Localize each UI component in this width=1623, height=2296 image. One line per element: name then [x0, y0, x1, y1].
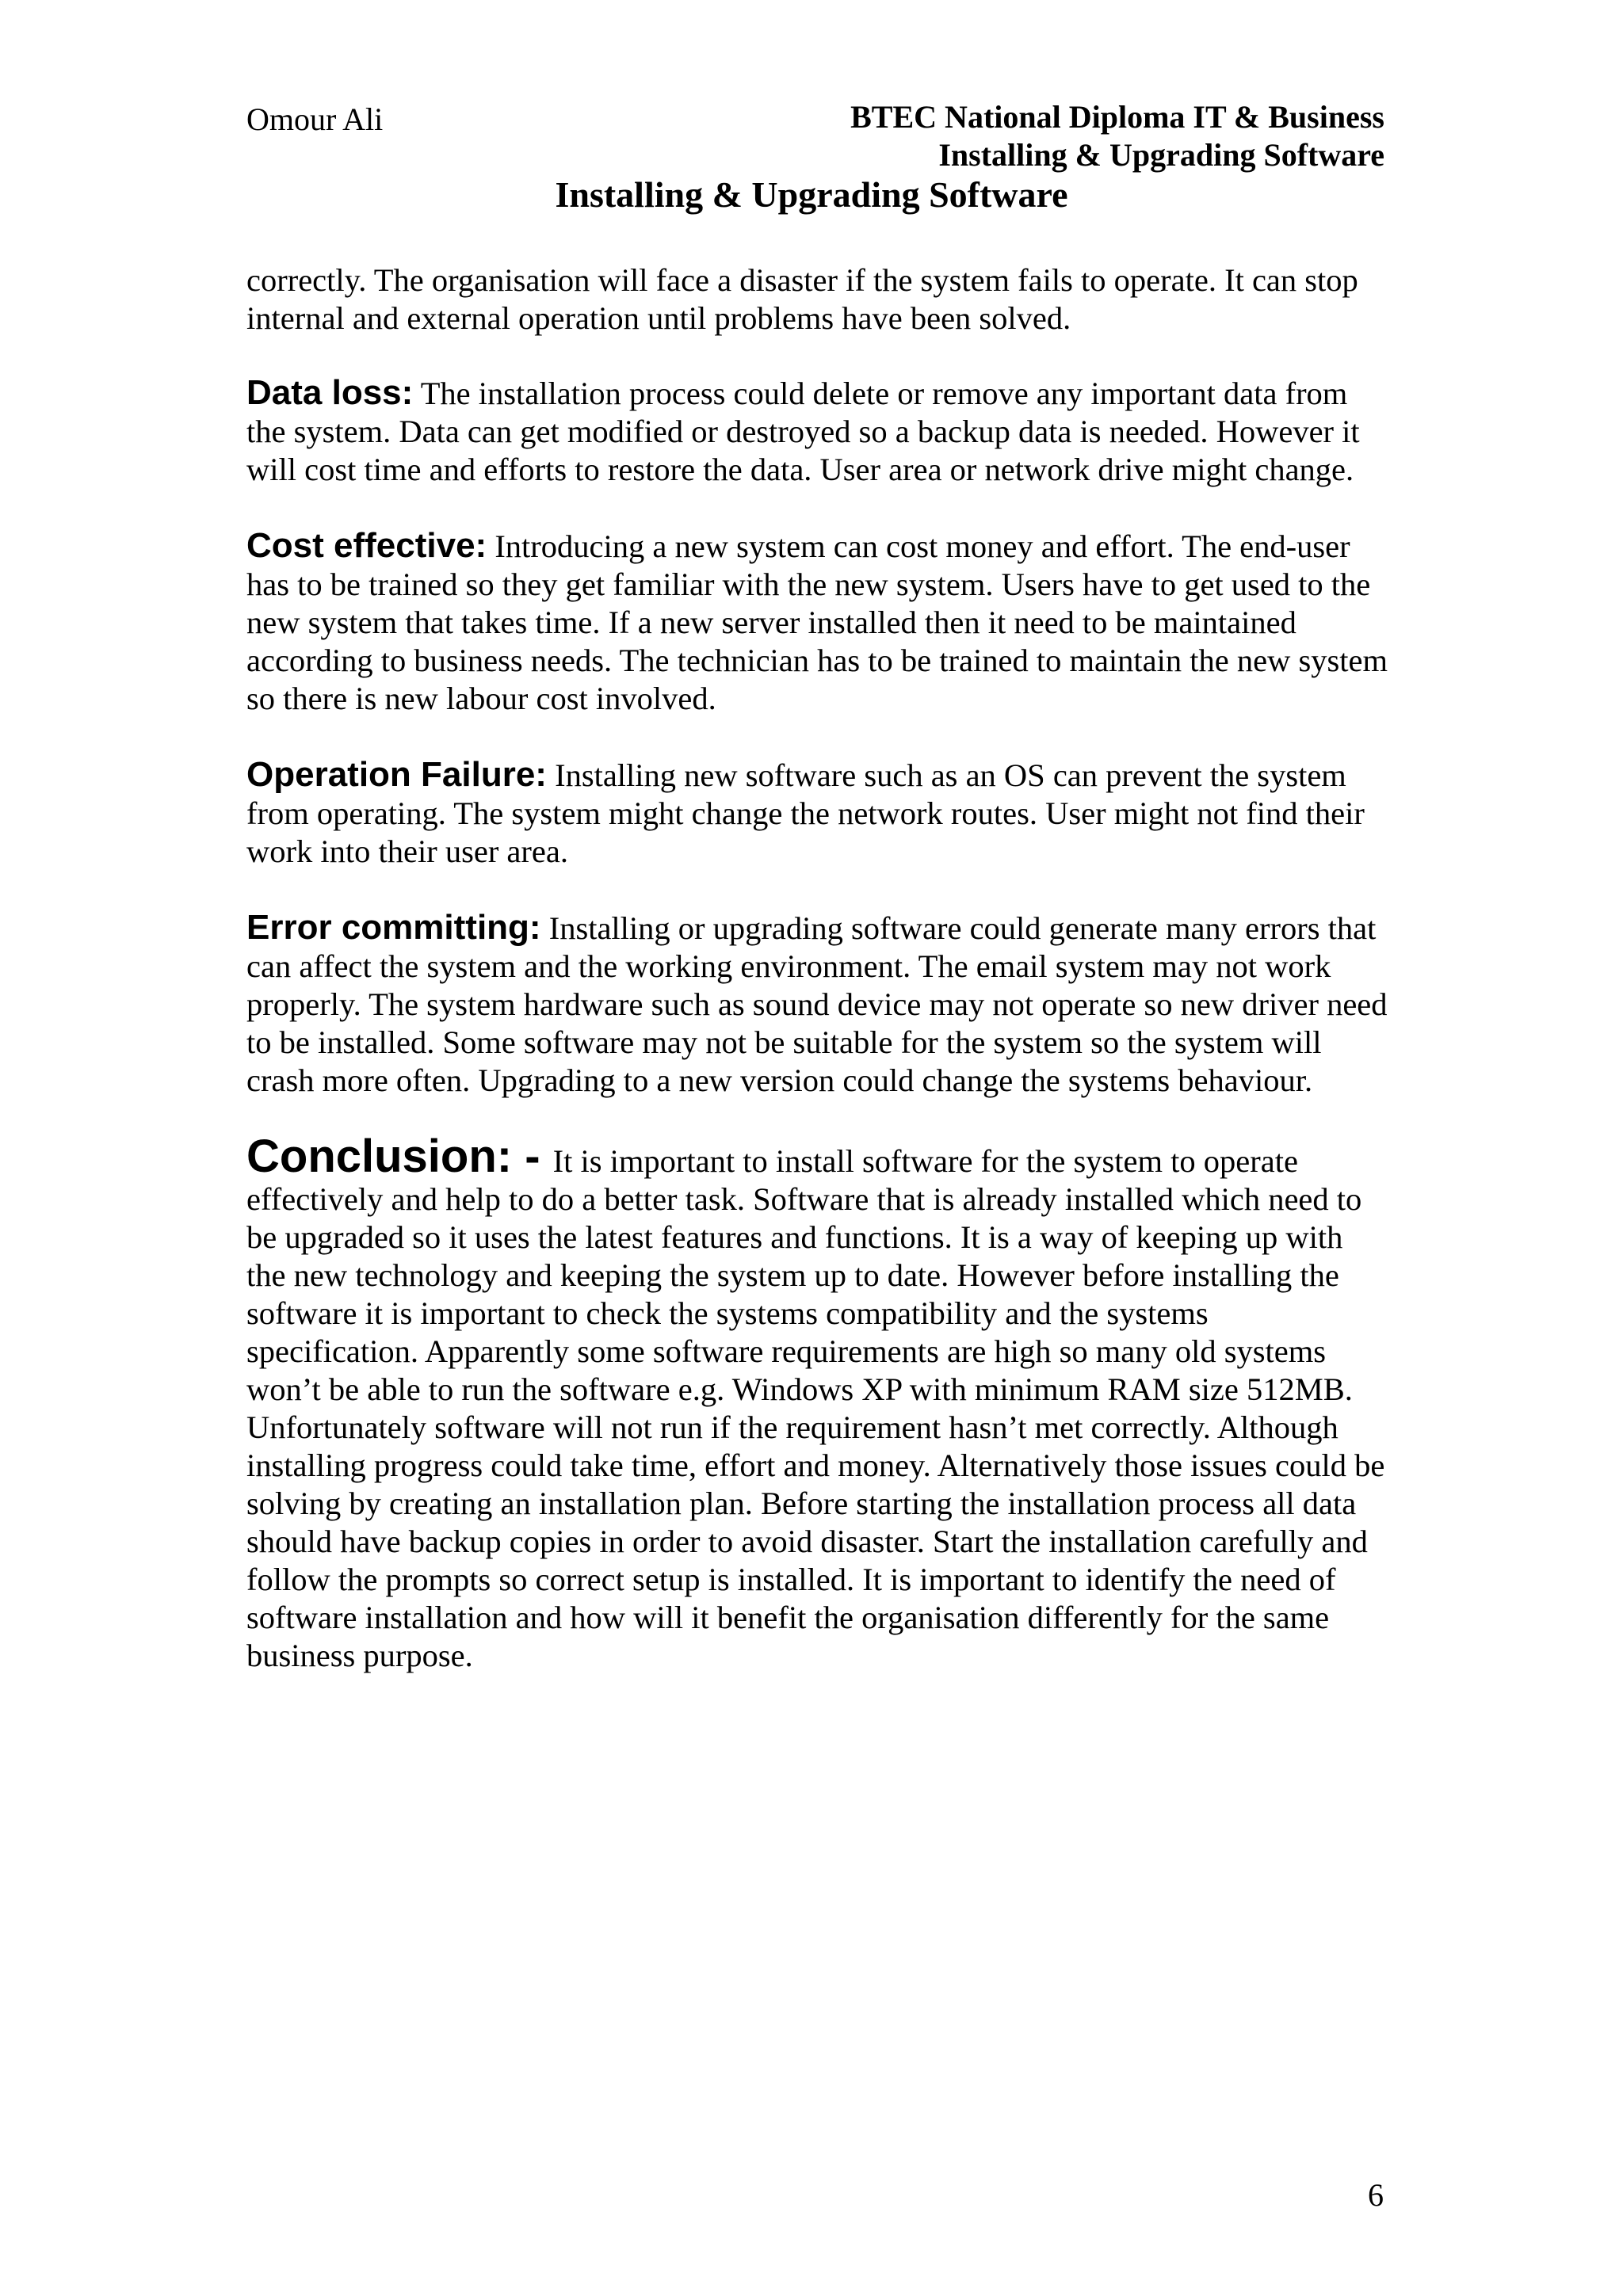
intro-paragraph: correctly. The organisation will face a disaster if the system fails to operate. It can stop internal and external operation until problems have been solved. — [246, 262, 1358, 336]
document-body — [246, 261, 1388, 1713]
section-text: Introducing a new system can cost money and effort. The end-user has to be trained so they get familiar with the new system. Users have to get used to the new system that takes time. If a new server installed then it need to be maintained according to business needs. The technician has to be trained to maintain the new system so there is new labour cost involved. — [246, 528, 1388, 716]
page-title: Installing & Upgrading Software — [555, 174, 1068, 215]
conclusion-heading: Conclusion: - — [246, 1131, 553, 1182]
header-unit: Installing & Upgrading Software — [938, 137, 1384, 173]
section-text: Installing new software such as an OS can prevent the system from operating. The system might change the network routes. User might not find their work into their user area. — [246, 757, 1365, 869]
section-heading: Data loss: — [246, 373, 414, 412]
section-error-committing — [246, 909, 1388, 1100]
section-cost-effective — [246, 527, 1388, 718]
section-text: Installing or upgrading software could generate many errors that can affect the system and the working environment. The email system may not work properly. The system hardware such as sound device may not operate so new driver need to be installed. Some software may not be suitable for the system so the system will crash more often. Upgrading to a new version could change the systems behaviour. — [246, 910, 1388, 1098]
section-data-loss — [246, 374, 1388, 489]
header-author: Omour Ali — [246, 101, 384, 137]
section-heading: Error committing: — [246, 908, 541, 947]
section-operation-failure — [246, 756, 1388, 871]
page-number: 6 — [1368, 2177, 1384, 2213]
section-conclusion — [246, 1131, 1388, 1675]
header-right-block — [850, 98, 1384, 174]
section-heading: Operation Failure: — [246, 755, 547, 794]
conclusion-text: It is important to install software for the system to operate effectively and help to do a better task. Software that is already installed which need to be upgraded so it uses the latest features and functions. It is a way of keeping up with the new technology and keeping the system up to date. However before installing the software it is important to check the systems compatibility and the systems specification. Apparently some software requirements are high so many old systems won’t be able to run the software e.g. Windows XP with minimum RAM size 512MB. Unfortunately software will not run if the requirement hasn’t met correctly. Although installing progress could take time, effort and money. Alternatively those issues could be solving by creating an installation plan. Before starting the installation process all data should have backup copies in order to avoid disaster. Start the installation carefully and follow the prompts so correct setup is installed. It is important to identify the need of software installation and how will it benefit the organisation differently for the same business purpose. — [246, 1143, 1385, 1673]
header-course: BTEC National Diploma IT & Business — [850, 99, 1384, 135]
section-text: The installation process could delete or remove any important data from the system. Data can get modified or destroyed so a backup data is needed. However it will cost time and efforts to restore the data. User area or network drive might change. — [246, 376, 1360, 487]
section-heading: Cost effective: — [246, 526, 487, 565]
